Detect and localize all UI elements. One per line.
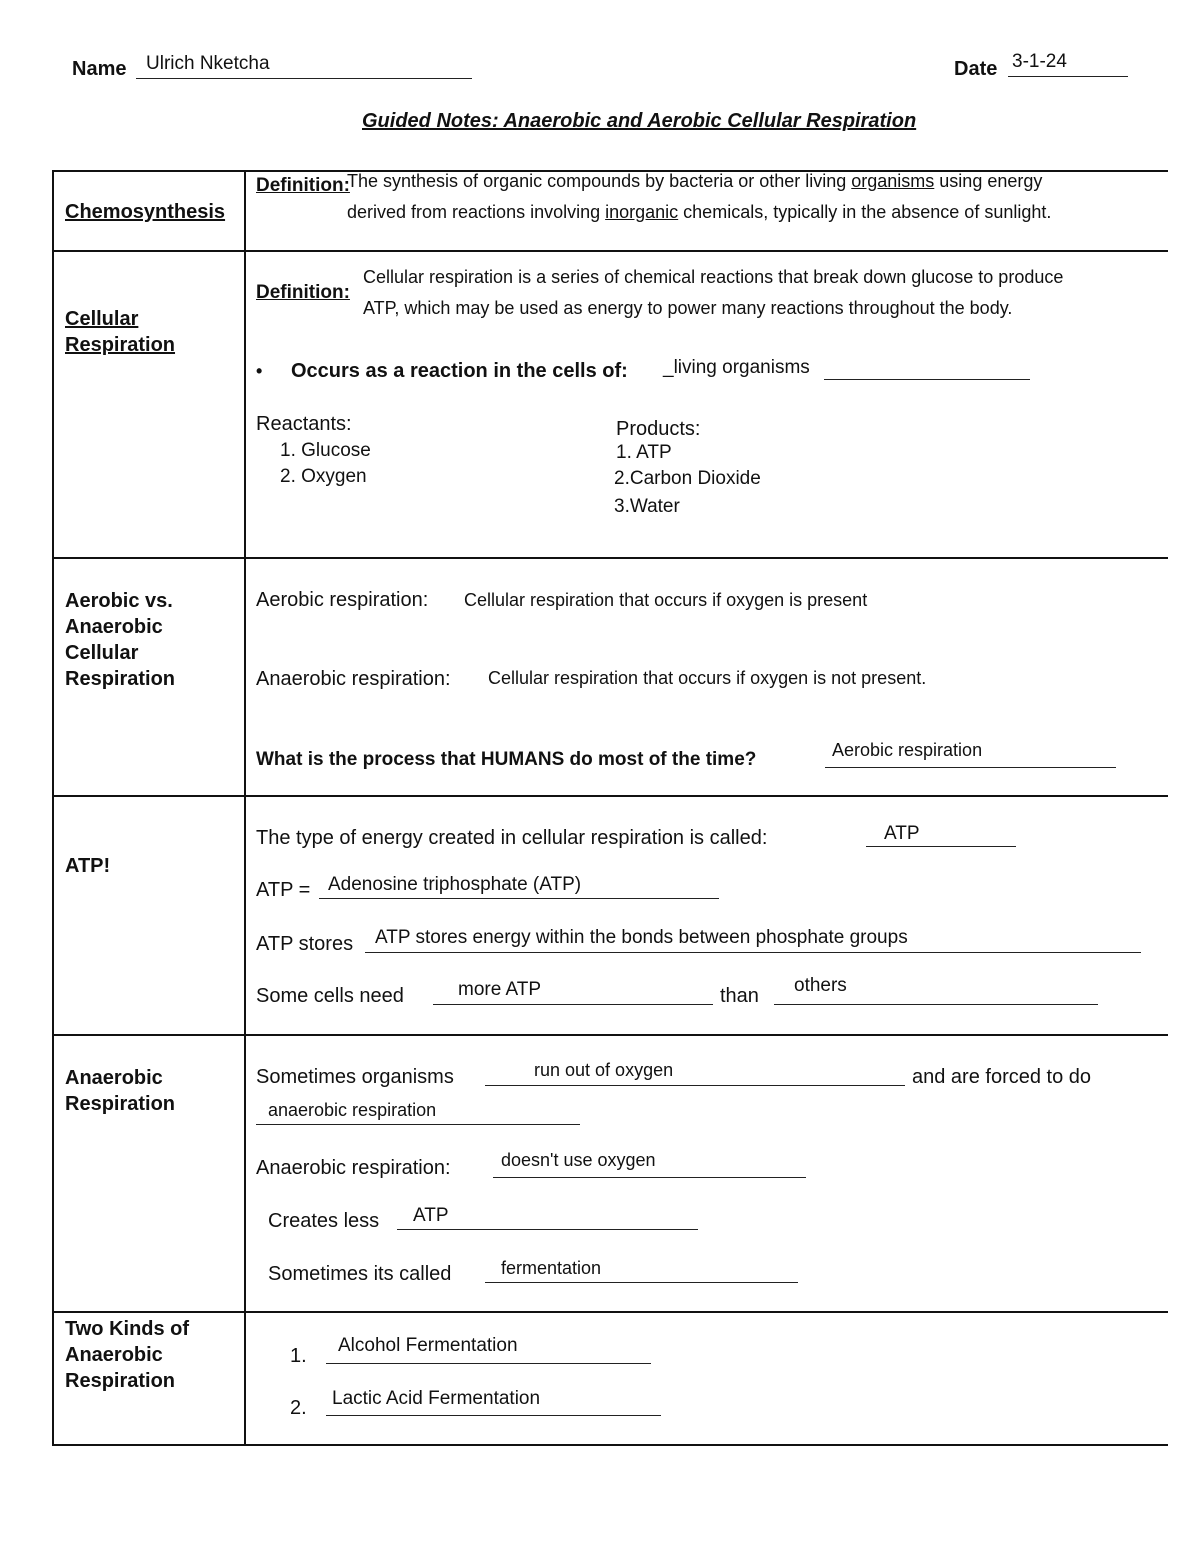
row-divider xyxy=(52,557,1168,559)
aerobic-respiration-label: Aerobic respiration: xyxy=(256,589,429,611)
energy-answer[interactable]: ATP xyxy=(884,823,920,844)
kind-blank xyxy=(326,1363,651,1364)
cellular-respiration-definition-line2[interactable]: ATP, which may be used as energy to power many reactions throughout the body. xyxy=(363,298,1013,318)
occurs-label: Occurs as a reaction in the cells of: xyxy=(291,360,628,382)
name-blank xyxy=(136,78,472,79)
anaerobic-respiration-label: Anaerobic respiration: xyxy=(256,668,451,690)
anaerobic-def-answer[interactable]: doesn't use oxygen xyxy=(501,1150,656,1170)
less-prompt: Creates less xyxy=(268,1210,380,1232)
cellular-respiration-label-line2: Respiration xyxy=(65,334,176,356)
than-prompt: than xyxy=(720,985,759,1007)
chemosynthesis-definition-line1[interactable]: The synthesis of organic compounds by bacteria or other living organisms using energy xyxy=(347,171,1043,191)
cells-prompt: Some cells need xyxy=(256,985,404,1007)
two-kinds-label-line3: Respiration xyxy=(65,1370,176,1392)
reactant-item[interactable]: 2. Oxygen xyxy=(280,466,367,487)
row-divider xyxy=(52,1034,1168,1036)
called-prompt: Sometimes its called xyxy=(268,1263,452,1285)
anaerobic-respiration-answer[interactable]: Cellular respiration that occurs if oxygen is not present. xyxy=(488,668,927,688)
energy-prompt: The type of energy created in cellular respiration is called: xyxy=(256,827,768,849)
cellular-respiration-definition-line1[interactable]: Cellular respiration is a series of chemical reactions that break down glucose to produce xyxy=(363,267,1064,287)
products-label: Products: xyxy=(616,418,701,440)
anaerobic-def-prompt: Anaerobic respiration: xyxy=(256,1157,451,1179)
less-blank xyxy=(397,1229,698,1230)
atp-eq-blank xyxy=(319,898,719,899)
anaerobic-def-blank xyxy=(493,1177,806,1178)
stores-answer[interactable]: ATP stores energy within the bonds between phosphate groups xyxy=(375,927,908,948)
date-value[interactable]: 3-1-24 xyxy=(1012,51,1067,72)
atp-eq-answer[interactable]: Adenosine triphosphate (ATP) xyxy=(328,874,582,895)
cellular-respiration-label: Cellular xyxy=(65,308,139,330)
cells-blank xyxy=(433,1004,713,1005)
page-title: Guided Notes: Anaerobic and Aerobic Cellular Respiration xyxy=(362,110,917,132)
name-value[interactable]: Ulrich Nketcha xyxy=(146,53,270,74)
anaerobic-respiration-label-line2: Respiration xyxy=(65,1093,176,1115)
kind-number: 1. xyxy=(290,1345,307,1367)
aerobic-vs-anaerobic-label-line1: Aerobic vs. xyxy=(65,590,173,612)
occurs-answer[interactable]: _living organisms xyxy=(663,357,810,378)
energy-blank xyxy=(866,846,1016,847)
row-divider xyxy=(52,1311,1168,1313)
cellular-respiration-definition-label: Definition: xyxy=(256,282,350,303)
stores-blank xyxy=(365,952,1141,953)
anaerobic-respiration-label-line1: Anaerobic xyxy=(65,1067,163,1089)
aerobic-vs-anaerobic-label-line4: Respiration xyxy=(65,668,176,690)
stores-prompt: ATP stores xyxy=(256,933,354,955)
kind-number: 2. xyxy=(290,1397,307,1419)
row-divider xyxy=(52,795,1168,797)
occurs-blank xyxy=(824,379,1030,380)
chemosynthesis-label: Chemosynthesis xyxy=(65,201,226,223)
sometimes-blank xyxy=(485,1085,905,1086)
row-divider xyxy=(52,250,1168,252)
than-blank xyxy=(774,1004,1098,1005)
two-kinds-label-line2: Anaerobic xyxy=(65,1344,163,1366)
atp-eq-prompt: ATP = xyxy=(256,879,311,901)
called-blank xyxy=(485,1282,798,1283)
forced-blank xyxy=(256,1124,580,1125)
product-item[interactable]: 2.Carbon Dioxide xyxy=(614,468,761,489)
name-label: Name xyxy=(72,58,127,80)
kind-blank xyxy=(326,1415,661,1416)
reactant-item[interactable]: 1. Glucose xyxy=(280,440,371,461)
aerobic-vs-anaerobic-label-line2: Anaerobic xyxy=(65,616,163,638)
aerobic-respiration-answer[interactable]: Cellular respiration that occurs if oxygen is present xyxy=(464,590,868,610)
humans-answer[interactable]: Aerobic respiration xyxy=(832,740,983,760)
than-answer[interactable]: others xyxy=(794,975,847,996)
humans-question: What is the process that HUMANS do most of the time? xyxy=(256,749,757,770)
cells-answer[interactable]: more ATP xyxy=(458,979,542,1000)
table-border-left xyxy=(52,170,54,1446)
kind-answer[interactable]: Alcohol Fermentation xyxy=(338,1335,518,1356)
column-divider xyxy=(244,170,246,1446)
bullet-icon: • xyxy=(256,361,263,381)
product-item[interactable]: 1. ATP xyxy=(616,442,672,463)
date-blank xyxy=(1008,76,1128,77)
forced-prompt: and are forced to do xyxy=(912,1066,1092,1088)
less-answer[interactable]: ATP xyxy=(413,1205,449,1226)
chemosynthesis-definition-label: Definition: xyxy=(256,175,350,196)
sometimes-answer[interactable]: run out of oxygen xyxy=(534,1060,674,1080)
chemosynthesis-definition-line2[interactable]: derived from reactions involving inorganic chemicals, typically in the absence of sunlight. xyxy=(347,202,1052,222)
sometimes-prompt: Sometimes organisms xyxy=(256,1066,454,1088)
called-answer[interactable]: fermentation xyxy=(501,1258,602,1278)
forced-answer[interactable]: anaerobic respiration xyxy=(268,1100,437,1120)
product-item[interactable]: 3.Water xyxy=(614,496,680,517)
two-kinds-label-line1: Two Kinds of xyxy=(65,1318,190,1340)
aerobic-vs-anaerobic-label-line3: Cellular xyxy=(65,642,139,664)
humans-blank xyxy=(825,767,1116,768)
date-label: Date xyxy=(954,58,998,80)
table-border-bottom xyxy=(52,1444,1168,1446)
atp-label: ATP! xyxy=(65,855,111,877)
kind-answer[interactable]: Lactic Acid Fermentation xyxy=(332,1388,541,1409)
reactants-label: Reactants: xyxy=(256,413,352,435)
